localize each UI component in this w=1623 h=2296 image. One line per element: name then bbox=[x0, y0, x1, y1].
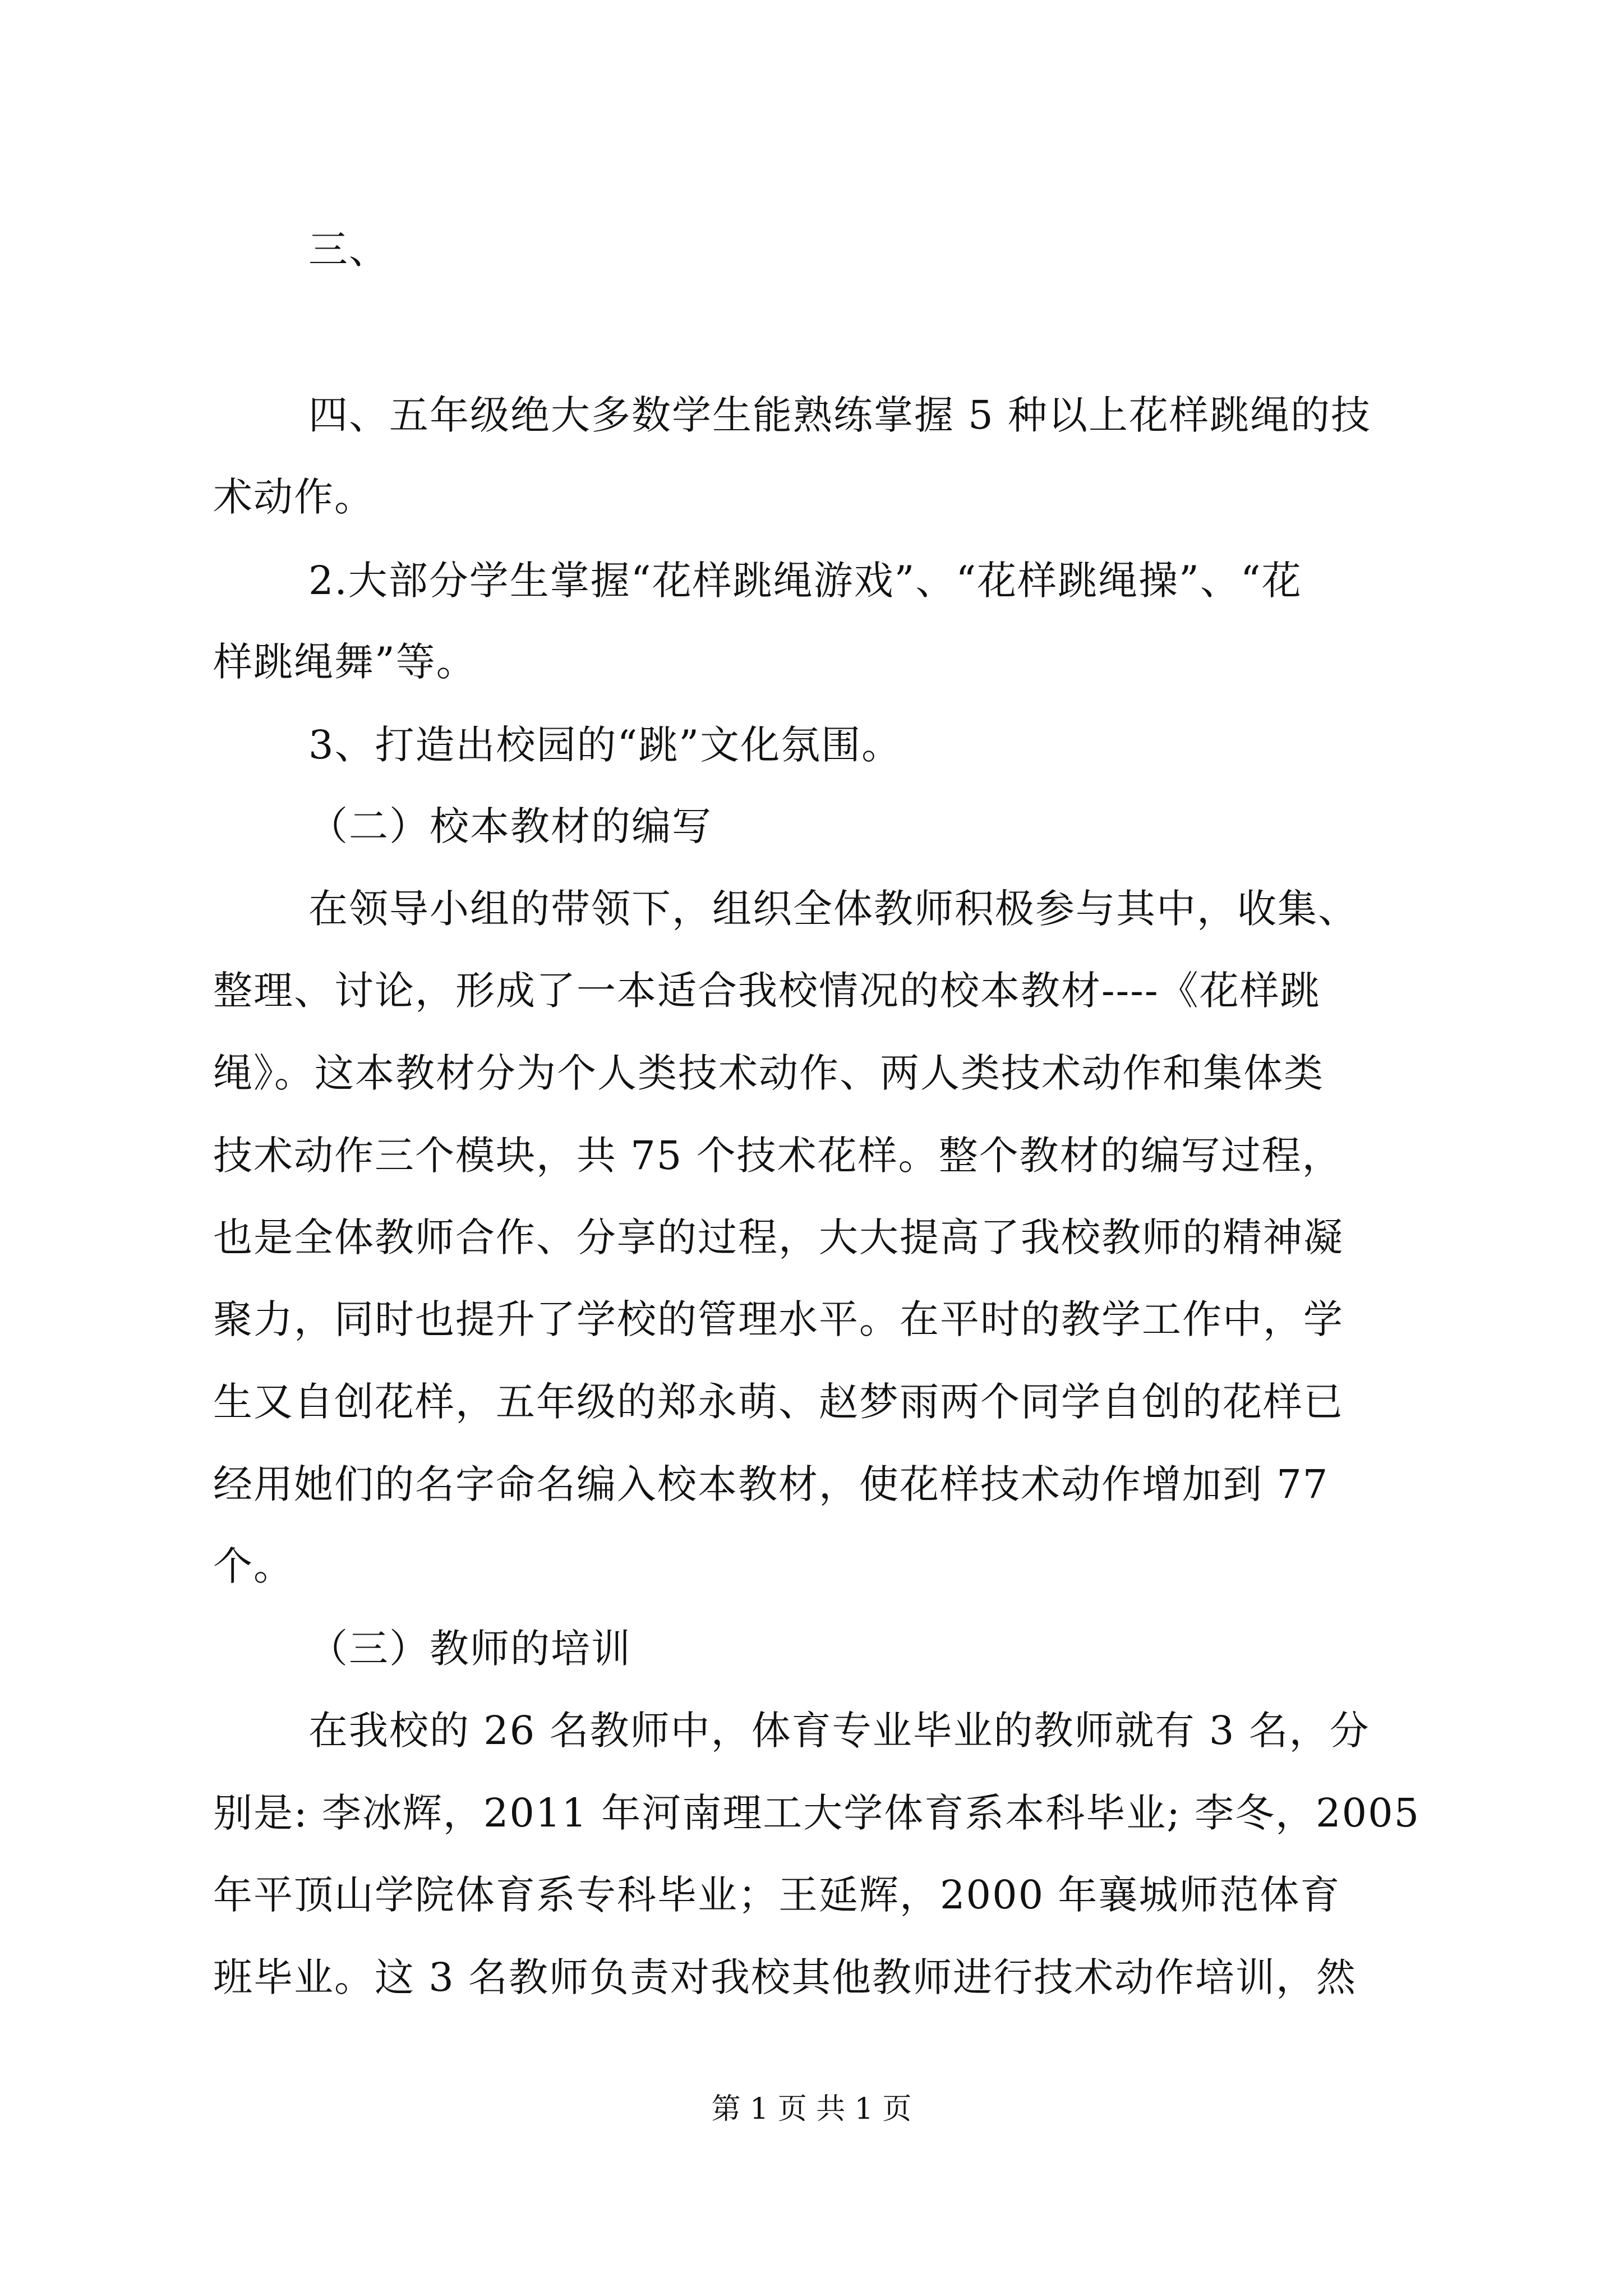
section-heading: （三）教师的培训 bbox=[308, 1626, 631, 1672]
text-line: 在领导小组的带领下，组织全体教师积极参与其中，收集、 bbox=[308, 886, 1358, 932]
text-line: 也是全体教师合作、分享的过程，大大提高了我校教师的精神凝 bbox=[213, 1214, 1344, 1260]
text-line: 个。 bbox=[213, 1543, 294, 1589]
text-line: 术动作。 bbox=[213, 474, 375, 520]
text-line: 班毕业。这 3 名教师负责对我校其他教师进行技术动作培训，然 bbox=[213, 1954, 1357, 2000]
text-line: 四、五年级绝大多数学生能熟练掌握 5 种以上花样跳绳的技 bbox=[308, 392, 1372, 438]
text-line: 三、 bbox=[308, 227, 389, 273]
text-line: 整理、讨论，形成了一本适合我校情况的校本教材----《花样跳 bbox=[213, 968, 1321, 1014]
text-line: 年平顶山学院体育系专科毕业；王延辉，2000 年襄城师范体育 bbox=[213, 1872, 1341, 1918]
text-line: 聚力，同时也提升了学校的管理水平。在平时的教学工作中，学 bbox=[213, 1296, 1344, 1342]
text-line: 绳》。这本教材分为个人类技术动作、两人类技术动作和集体类 bbox=[213, 1050, 1324, 1096]
text-line: 在我校的 26 名教师中，体育专业毕业的教师就有 3 名，分 bbox=[308, 1708, 1370, 1754]
text-line: 别是: 李冰辉，2011 年河南理工大学体育系本科毕业; 李冬，2005 bbox=[213, 1790, 1421, 1836]
text-line: 3、打造出校园的“跳”文化氛围。 bbox=[308, 722, 902, 768]
text-line: 生又自创花样，五年级的郑永萌、赵梦雨两个同学自创的花样已 bbox=[213, 1379, 1344, 1425]
page-number-footer: 第 1 页 共 1 页 bbox=[711, 2092, 912, 2126]
text-line: 样跳绳舞”等。 bbox=[213, 639, 477, 685]
text-line: 技术动作三个模块，共 75 个技术花样。整个教材的编写过程， bbox=[213, 1133, 1343, 1179]
section-heading: （二）校本教材的编写 bbox=[308, 803, 712, 849]
text-line: 经用她们的名字命名编入校本教材，使花样技术动作增加到 77 bbox=[213, 1461, 1329, 1507]
text-line: 2.大部分学生掌握“花样跳绳游戏”、“花样跳绳操”、“花 bbox=[308, 558, 1302, 604]
